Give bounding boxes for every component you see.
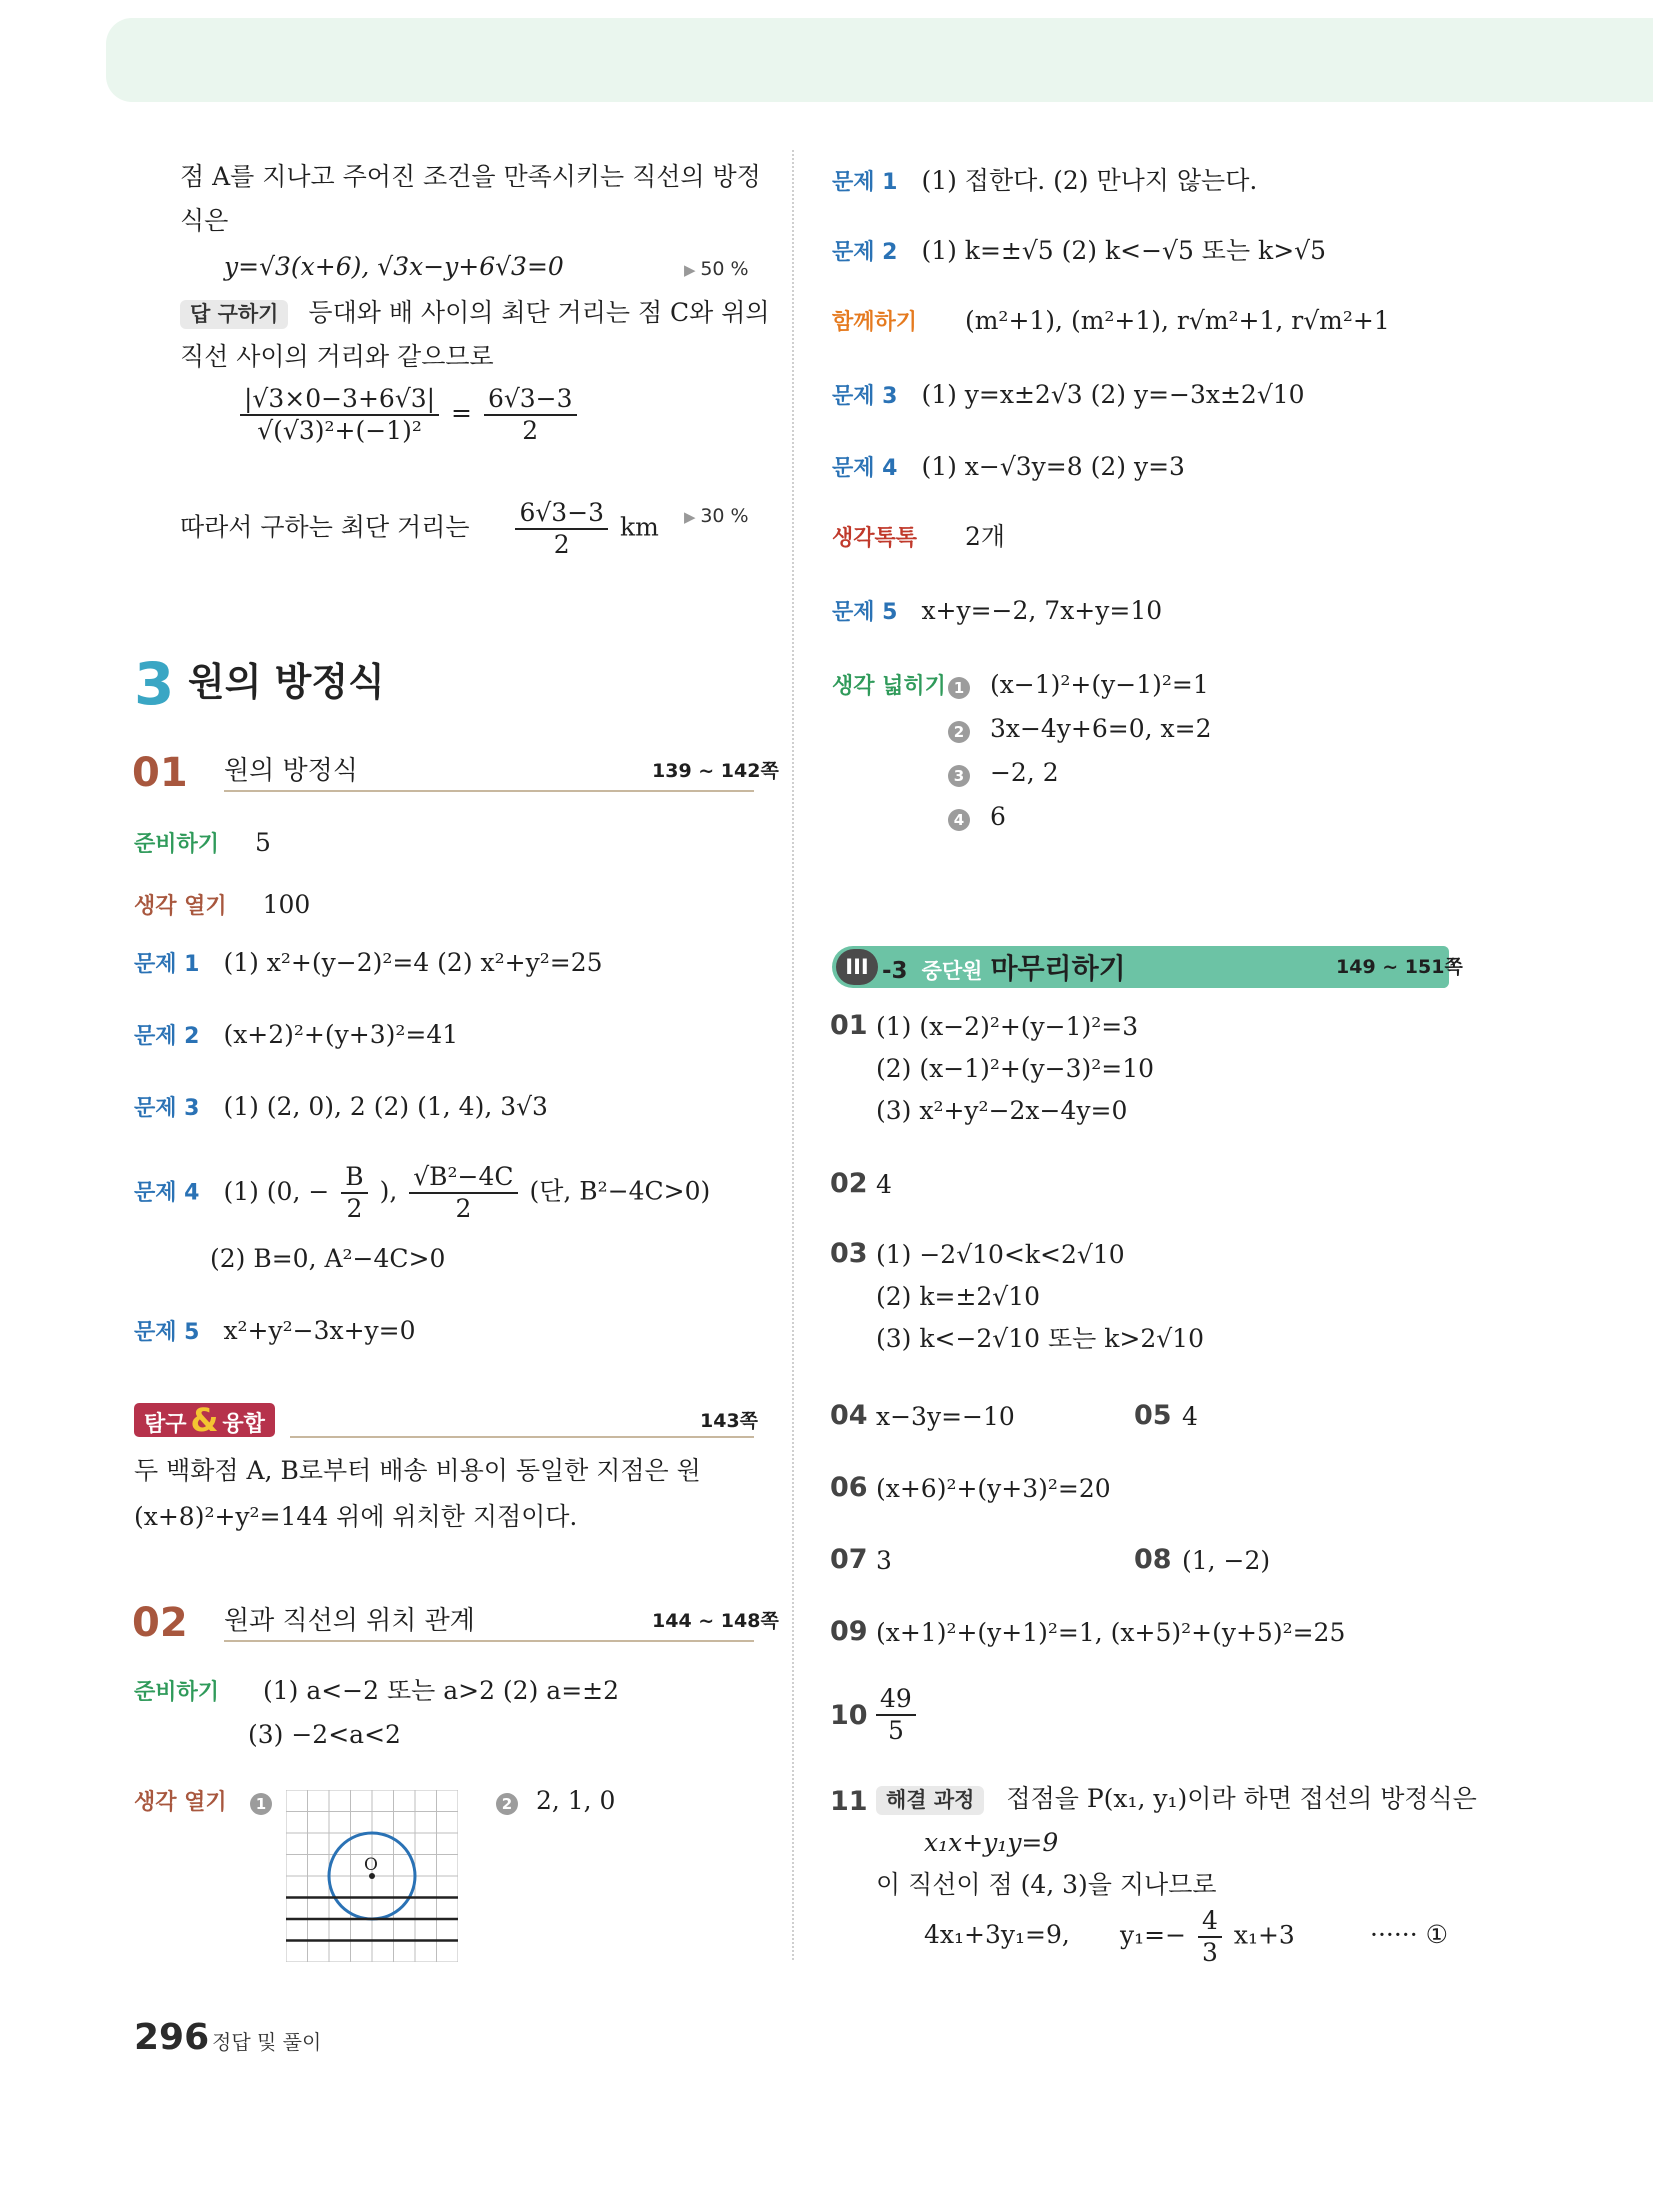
subsection-1-rule xyxy=(224,790,754,792)
left-q5-value: x²+y²−3x+y=0 xyxy=(223,1316,416,1345)
distance-result-fraction xyxy=(484,384,577,446)
banner-small: 중단원 xyxy=(921,959,983,983)
distance-denominator: √(√3)²+(−1)² xyxy=(257,416,422,445)
left-q4-frac2-den: 2 xyxy=(455,1194,472,1223)
distance-result-denominator: 2 xyxy=(522,416,539,445)
answer-01-number: 01 xyxy=(830,1010,868,1041)
expand-label-text: 생각 넓히기 xyxy=(832,674,946,699)
circle-number-1: 1 xyxy=(250,1793,272,1815)
expand-item-3 xyxy=(948,758,1059,788)
final-distance-row xyxy=(180,498,659,560)
tamgu-label-b: 융합 xyxy=(222,1412,265,1437)
open-value: 100 xyxy=(262,890,311,919)
subsection-2-pages: 144 ~ 148쪽 xyxy=(652,1610,779,1632)
banner-pages: 149 ~ 151쪽 xyxy=(1336,956,1463,978)
tamgu-amp: & xyxy=(190,1401,219,1439)
left-q4-fraction-2 xyxy=(409,1162,517,1224)
answer-04-number: 04 xyxy=(830,1400,868,1431)
expand-number-2: 2 xyxy=(948,721,970,743)
page-number: 296 xyxy=(134,2017,210,2058)
open2-label xyxy=(134,1786,227,1816)
left-q4-part1-pre: (1) (0, − xyxy=(223,1176,330,1206)
left-q4-part2: (2) B=0, A²−4C>0 xyxy=(210,1244,446,1273)
left-q5-label: 문제 5 xyxy=(134,1320,200,1345)
expand-number-4: 4 xyxy=(948,809,970,831)
answer-01-line-1: (1) (x−2)²+(y−1)²=3 xyxy=(876,1012,1139,1041)
think-value: 2개 xyxy=(964,522,1006,551)
subsection-1-number: 01 xyxy=(132,750,188,796)
banner-heading xyxy=(882,952,1126,986)
answer-11-row-1 xyxy=(876,1784,1477,1815)
right-q4-row xyxy=(832,452,1185,482)
open-row xyxy=(134,890,310,920)
equals-sign: = xyxy=(451,398,472,428)
answer-03-line-2: (2) k=±2√10 xyxy=(876,1282,1041,1311)
distance-result-numerator: 6√3−3 xyxy=(484,384,577,416)
answer-03-line-1: (1) −2√10<k<2√10 xyxy=(876,1240,1125,1269)
together-value: (m²+1), (m²+1), r√m²+1, r√m²+1 xyxy=(964,306,1390,335)
expand-value-4: 6 xyxy=(989,802,1006,831)
answer-step xyxy=(180,298,770,329)
subsection-2-number: 02 xyxy=(132,1600,188,1646)
section-title: 원의 방정식 xyxy=(188,660,385,704)
prep2-value-1: (1) a<−2 또는 a>2 (2) a=±2 xyxy=(262,1676,619,1705)
answer-11-text-2: x₁x+y₁y=9 xyxy=(924,1828,1059,1857)
line-equation: y=√3(x+6), √3x−y+6√3=0 xyxy=(224,252,564,281)
left-q2-value: (x+2)²+(y+3)²=41 xyxy=(223,1020,459,1049)
expand-value-3: −2, 2 xyxy=(989,758,1059,787)
left-q1-row xyxy=(134,948,603,978)
right-q5-row xyxy=(832,596,1162,626)
answer-01-line-3: (3) x²+y²−2x−4y=0 xyxy=(876,1096,1128,1125)
left-q3-row xyxy=(134,1092,548,1122)
right-q5-value: x+y=−2, 7x+y=10 xyxy=(921,596,1163,625)
left-q4-frac1-num: B xyxy=(341,1162,367,1194)
prep2-row xyxy=(134,1676,619,1706)
distance-numerator: |√3×0−3+6√3| xyxy=(240,384,439,416)
left-q4-fraction-1 xyxy=(341,1162,367,1224)
open-label: 생각 열기 xyxy=(134,894,227,919)
column-divider xyxy=(792,150,794,1960)
section-number: 3 xyxy=(134,650,175,718)
expand-item-1 xyxy=(948,670,1209,700)
prep-label: 준비하기 xyxy=(134,832,220,857)
left-q1-label: 문제 1 xyxy=(134,952,200,977)
tamgu-label-a: 탐구 xyxy=(144,1412,187,1437)
answer-text-2: 직선 사이의 거리와 같으므로 xyxy=(180,342,494,371)
left-q4-frac2-num: √B²−4C xyxy=(409,1162,517,1194)
prep2-label: 준비하기 xyxy=(134,1680,220,1705)
answer-08-value: (1, −2) xyxy=(1182,1546,1271,1575)
left-q4-part1-mid: ), xyxy=(379,1176,398,1206)
prep-value: 5 xyxy=(254,828,271,857)
together-label: 함께하기 xyxy=(832,310,918,335)
open2-label-text: 생각 열기 xyxy=(134,1790,227,1815)
answer-11-text-3: 이 직선이 점 (4, 3)을 지나므로 xyxy=(876,1870,1217,1899)
answer-text-1: 등대와 배 사이의 최단 거리는 점 C와 위의 xyxy=(308,298,770,327)
right-q3-row xyxy=(832,380,1305,410)
left-q3-value: (1) (2, 0), 2 (2) (1, 4), 3√3 xyxy=(223,1092,548,1121)
answer-11-number: 11 xyxy=(830,1786,868,1817)
distance-fraction xyxy=(240,384,439,446)
page-footer-label: 정답 및 풀이 xyxy=(212,2030,322,2054)
left-q4-frac1-den: 2 xyxy=(346,1194,363,1223)
left-q4-label: 문제 4 xyxy=(134,1180,200,1206)
left-q5-row xyxy=(134,1316,416,1346)
therefore-text: 따라서 구하는 최단 거리는 xyxy=(180,512,470,542)
expand-value-2: 3x−4y+6=0, x=2 xyxy=(989,714,1212,743)
tamgu-badge xyxy=(134,1403,275,1437)
answer-10-value xyxy=(872,1684,920,1746)
answer-11-eq2-pre: y₁=− xyxy=(1120,1920,1187,1950)
right-q2-row xyxy=(832,236,1326,266)
expand-label xyxy=(832,670,946,700)
tamgu-text-2: (x+8)²+y²=144 위에 위치한 지점이다. xyxy=(134,1502,578,1531)
banner-title: 마무리하기 xyxy=(990,952,1126,985)
expand-number-1: 1 xyxy=(948,677,970,699)
left-q2-label: 문제 2 xyxy=(134,1024,200,1049)
answer-11-marker: ······ ① xyxy=(1370,1920,1449,1949)
tamgu-rule xyxy=(290,1436,754,1438)
answer-11-eq2-fraction xyxy=(1198,1906,1222,1968)
answer-01-line-2: (2) (x−1)²+(y−3)²=10 xyxy=(876,1054,1155,1083)
distance-formula xyxy=(236,384,581,446)
left-q2-row xyxy=(134,1020,458,1050)
expand-number-3: 3 xyxy=(948,765,970,787)
right-q4-label: 문제 4 xyxy=(832,456,898,481)
intro-line-2: 식은 xyxy=(180,206,229,235)
answer-08-number: 08 xyxy=(1134,1544,1172,1575)
left-q3-label: 문제 3 xyxy=(134,1096,200,1121)
answer-05-value: 4 xyxy=(1182,1402,1198,1431)
answer-10-number: 10 xyxy=(830,1700,868,1731)
subsection-2-rule xyxy=(224,1640,754,1642)
final-unit: km xyxy=(620,512,659,542)
final-numerator: 6√3−3 xyxy=(515,498,608,530)
subsection-1-pages: 139 ~ 142쪽 xyxy=(652,760,779,782)
left-q4-part1-post: (단, B²−4C>0) xyxy=(529,1176,711,1206)
right-q5-label: 문제 5 xyxy=(832,600,898,625)
banner-sub: -3 xyxy=(882,958,908,984)
answer-10-numerator: 49 xyxy=(876,1684,916,1716)
subsection-1-title: 원의 방정식 xyxy=(224,756,358,786)
prep2-value-2: (3) −2<a<2 xyxy=(248,1720,401,1749)
answer-05-number: 05 xyxy=(1134,1400,1172,1431)
right-q2-value: (1) k=±√5 (2) k<−√5 또는 k>√5 xyxy=(921,236,1326,265)
together-row xyxy=(832,306,1390,336)
circle-number-2: 2 xyxy=(496,1793,518,1815)
think-row xyxy=(832,522,1005,552)
answer-02-value: 4 xyxy=(876,1170,892,1199)
answer-02-number: 02 xyxy=(830,1168,868,1199)
right-q4-value: (1) x−√3y=8 (2) y=3 xyxy=(921,452,1185,481)
right-q1-value: (1) 접한다. (2) 만나지 않는다. xyxy=(921,166,1258,195)
chapter-badge: III xyxy=(836,949,878,985)
answer-11-eq2-post: x₁+3 xyxy=(1233,1920,1295,1950)
answer-10-denominator: 5 xyxy=(887,1716,904,1745)
top-header-band xyxy=(106,18,1653,102)
score-percent-1: ▶ 50 % xyxy=(684,258,749,281)
answer-07-number: 07 xyxy=(830,1544,868,1575)
open2-value-2: 2, 1, 0 xyxy=(535,1786,616,1815)
answer-tag: 답 구하기 xyxy=(180,300,288,329)
intro-line-1: 점 A를 지나고 주어진 조건을 만족시키는 직선의 방정 xyxy=(180,162,761,191)
tamgu-page: 143쪽 xyxy=(700,1410,759,1432)
answer-11-eq2-denominator: 3 xyxy=(1202,1938,1218,1967)
think-label: 생각톡톡 xyxy=(832,526,918,551)
graph-origin-label: O xyxy=(364,1855,378,1875)
open2-item-2 xyxy=(496,1786,615,1816)
circle-line-graph xyxy=(286,1790,458,1962)
answer-07-value: 3 xyxy=(876,1546,892,1575)
answer-10-fraction xyxy=(876,1684,916,1746)
score-percent-2: ▶ 30 % xyxy=(684,505,749,528)
answer-03-line-3: (3) k<−2√10 또는 k>2√10 xyxy=(876,1324,1204,1353)
answer-11-tag: 해결 과정 xyxy=(876,1786,984,1815)
expand-value-1: (x−1)²+(y−1)²=1 xyxy=(989,670,1209,699)
left-q4-row xyxy=(134,1162,710,1224)
answer-11-eq-1: 4x₁+3y₁=9, xyxy=(924,1920,1070,1949)
subsection-2-title: 원과 직선의 위치 관계 xyxy=(224,1606,475,1636)
right-q1-row xyxy=(832,166,1257,196)
right-q3-label: 문제 3 xyxy=(832,384,898,409)
answer-11-eq-2 xyxy=(1120,1906,1295,1968)
answer-06-value: (x+6)²+(y+3)²=20 xyxy=(876,1474,1111,1503)
answer-06-number: 06 xyxy=(830,1472,868,1503)
prep-row xyxy=(134,828,271,858)
right-q1-label: 문제 1 xyxy=(832,170,898,195)
answer-09-value: (x+1)²+(y+1)²=1, (x+5)²+(y+5)²=25 xyxy=(876,1618,1346,1647)
left-q1-value: (1) x²+(y−2)²=4 (2) x²+y²=25 xyxy=(223,948,603,977)
open2-circle-1 xyxy=(250,1786,272,1816)
expand-item-2 xyxy=(948,714,1212,744)
answer-03-number: 03 xyxy=(830,1238,868,1269)
right-q3-value: (1) y=x±2√3 (2) y=−3x±2√10 xyxy=(921,380,1305,409)
final-fraction xyxy=(515,498,608,560)
right-q2-label: 문제 2 xyxy=(832,240,898,265)
answer-11-eq2-numerator: 4 xyxy=(1198,1906,1222,1938)
tamgu-text-1: 두 백화점 A, B로부터 배송 비용이 동일한 지점은 원 xyxy=(134,1456,701,1485)
final-denominator: 2 xyxy=(553,530,570,559)
expand-item-4 xyxy=(948,802,1006,832)
answer-11-text-1: 접점을 P(x₁, y₁)이라 하면 접선의 방정식은 xyxy=(1006,1784,1477,1813)
answer-04-value: x−3y=−10 xyxy=(876,1402,1015,1431)
answer-09-number: 09 xyxy=(830,1616,868,1647)
